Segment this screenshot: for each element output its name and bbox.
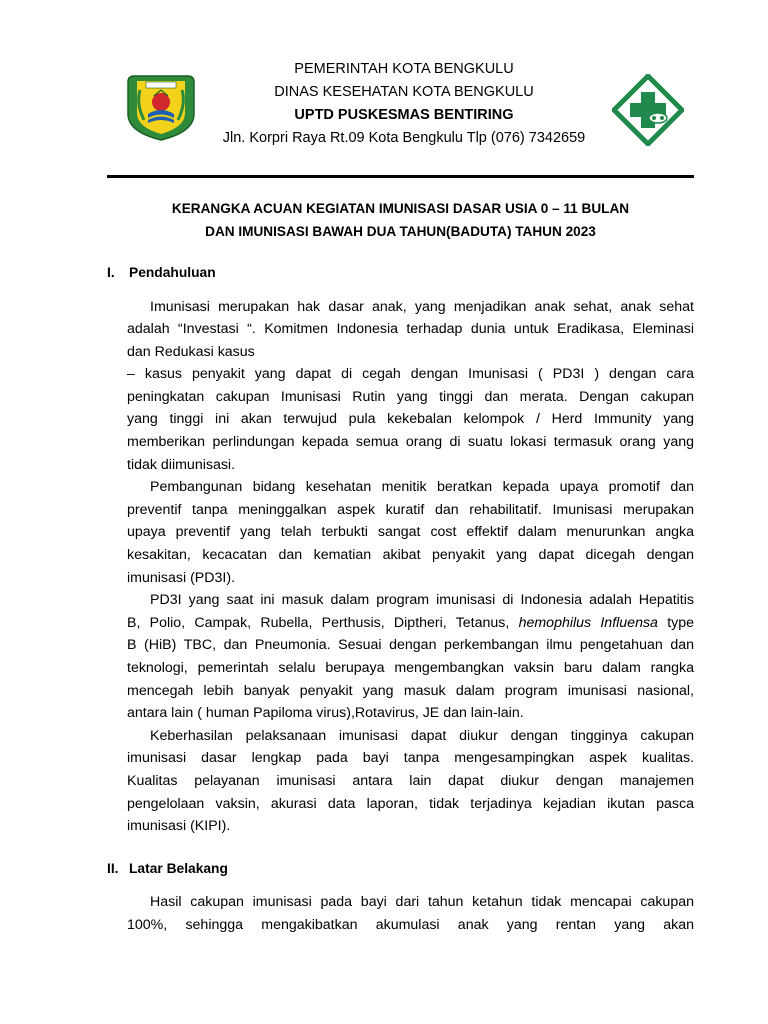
paragraph-line: kesakitan, kecacatan dan kematian akibat penyakit yang dapat dicegah dengan	[127, 547, 694, 564]
paragraph-line: imunisasi (KIPI).	[127, 818, 231, 835]
paragraph-line: Pembangunan bidang kesehatan menitik beratkan kepada upaya promotif dan	[150, 479, 694, 496]
paragraph	[127, 891, 694, 936]
paragraph-line: pengelolaan vaksin, akurasi data laporan, tidak terjadinya kejadian ikutan pasca	[127, 795, 694, 812]
paragraph-line: preventif tanpa meninggalkan aspek kuratif dan rehabilitatif. Imunisasi merupakan	[127, 501, 694, 518]
italic-term: hemophilus Influensa	[518, 614, 658, 631]
paragraph-line: imunisasi dasar lengkap pada bayi tanpa mengesampingkan aspek kualitas.	[127, 750, 694, 767]
section-number: I.	[107, 265, 115, 280]
paragraph-line: antara lain ( human Papiloma virus),Rotavirus, JE dan lain-lain.	[127, 705, 524, 722]
paragraph-line	[127, 612, 694, 635]
paragraph-line: memberikan perlindungan kepada semua orang di suatu lokasi termasuk orang yang	[127, 434, 694, 451]
paragraph-line: Imunisasi merupakan hak dasar anak, yang menjadikan anak sehat, anak sehat	[150, 298, 694, 315]
letterhead-divider	[107, 175, 694, 178]
paragraph-line: 100%, sehingga mengakibatkan akumulasi anak yang rentan yang akan	[127, 916, 694, 933]
letterhead-unit: UPTD PUSKESMAS BENTIRING	[294, 107, 514, 123]
paragraph-line: – kasus penyakit yang dapat di cegah dengan Imunisasi ( PD3I ) dengan cara	[127, 366, 694, 383]
paragraph-line: adalah “Investasi “. Komitmen Indonesia terhadap dunia untuk Eradikasa, Eleminasi	[127, 321, 694, 338]
paragraph-line: PD3I yang saat ini masuk dalam program imunisasi di Indonesia adalah Hepatitis	[150, 592, 694, 609]
paragraph-line: imunisasi (PD3I).	[127, 569, 236, 586]
section-title: Pendahuluan	[129, 265, 216, 280]
text-run: B, Polio, Campak, Rubella, Perthusis, Dipther‌i, Tetanus,	[127, 614, 510, 631]
paragraph-line: Hasil cakupan imunisasi pada bayi dari tahun ketahun tidak mencapai cakupan	[150, 894, 694, 911]
section-heading-pendahuluan	[107, 262, 694, 285]
document-title	[107, 197, 694, 243]
letterhead-address: Jln. Korpri Raya Rt.09 Kota Bengkulu Tlp (076) 7342659	[222, 130, 586, 146]
letterhead-agency: DINAS KESEHATAN KOTA BENGKULU	[274, 84, 534, 100]
paragraph	[127, 296, 694, 477]
paragraph	[127, 589, 694, 725]
paragraph-line: B (HiB) TBC, dan Pneumonia. Sesuai dengan perkembangan ilmu pengetahuan dan	[127, 637, 694, 654]
paragraph-line: mencegah lebih banyak penyakit yang masuk dalam program imunisasi nasional,	[127, 682, 694, 699]
paragraph-line: yang tinggi ini akan terwujud pula kekebalan kelompok / Herd Immunity yang	[127, 411, 694, 428]
paragraph-line: Keberhasilan pelaksanaan imunisasi dapat diukur dengan tingginya cakupan	[150, 727, 694, 744]
title-line-2: DAN IMUNISASI BAWAH DUA TAHUN(BADUTA) TAHUN 2023	[205, 224, 596, 239]
section-number: II.	[107, 860, 119, 876]
paragraph-line: Kualitas pelayanan imunisasi antara lain dapat diukur dengan manajemen	[127, 772, 694, 789]
bengkulu-city-crest-icon	[124, 70, 198, 142]
paragraph-line: upaya preventif yang telah terbukti sangat cost effektif dalam menurunkan angka	[127, 524, 694, 541]
section-heading-latar-belakang	[107, 858, 694, 881]
letterhead-government: PEMERINTAH KOTA BENGKULU	[294, 61, 514, 77]
paragraph	[127, 725, 694, 838]
paragraph-line: peningkatan cakupan Imunisasi Rutin yang tinggi dan merata. Dengan cakupan	[127, 388, 694, 405]
title-line-1: KERANGKA ACUAN KEGIATAN IMUNISASI DASAR USIA 0 – 11 BULAN	[171, 201, 630, 216]
puskesmas-cross-logo-icon	[612, 74, 684, 146]
text-run: type	[667, 614, 695, 631]
paragraph-line: dan Redukasi kasus	[127, 343, 255, 360]
paragraph	[127, 476, 694, 589]
section-title: Latar Belakang	[129, 860, 228, 876]
letterhead	[200, 58, 608, 150]
document-body	[107, 262, 695, 936]
paragraph-line: tidak diimunisasi.	[127, 456, 236, 473]
paragraph-line: teknologi, pemerintah selalu berupaya mengembangkan vaksin baru dalam rangka	[127, 660, 694, 676]
